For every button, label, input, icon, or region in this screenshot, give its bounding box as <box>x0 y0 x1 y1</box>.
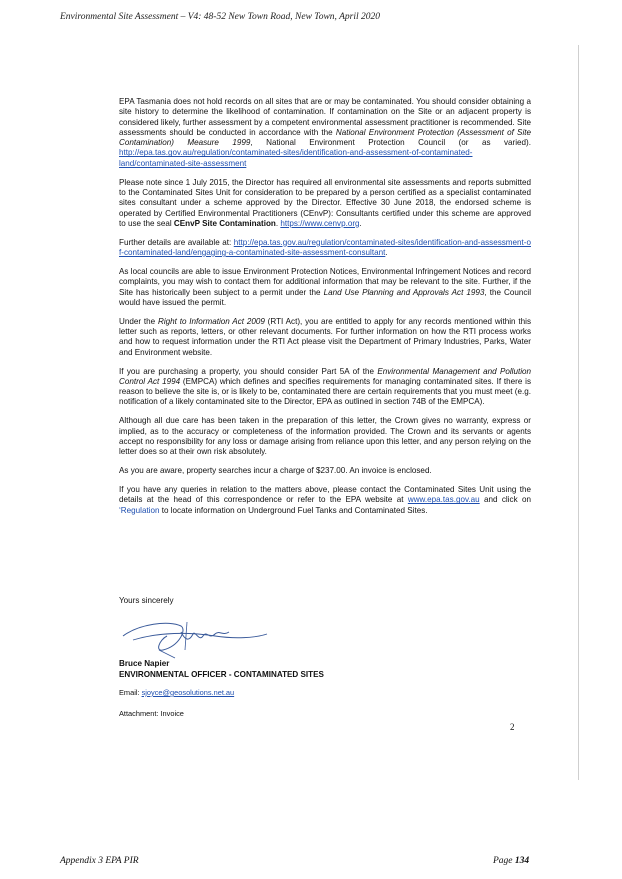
regulation-link[interactable]: ‘Regulation <box>119 505 160 515</box>
margin-rule <box>578 45 579 780</box>
epa-website-link[interactable]: www.epa.tas.gov.au <box>407 495 480 505</box>
paragraph-further-details: Further details are available at: http://epa.tas.gov.au/regulation/contaminated-sites/identification-and-assessment-of-contaminated-land/engaging-a-contaminated-site-assessment-consultant. <box>119 237 531 258</box>
signatory-title: ENVIRONMENTAL OFFICER - CONTAMINATED SITES <box>119 669 324 679</box>
paragraph-purchasing: If you are purchasing a property, you should consider Part 5A of the Environmental Management and Pollution Control Act 1994 (EMPCA) which defines and specifies requirements for managing contaminated sites. If there is reason to believe the site is, or is likely to be, contaminated there are certain requirements that you must meet (e.g. notification of a likely contaminated site to the Director, EPA as outlined in section 74B of the EMPCA). <box>119 366 531 407</box>
signatory-name: Bruce Napier <box>119 659 170 668</box>
letter-page-number: 2 <box>510 722 515 732</box>
handwritten-signature <box>119 610 269 660</box>
attachment-note: Attachment: Invoice <box>119 709 184 718</box>
paragraph-queries: If you have any queries in relation to the matters above, please contact the Contaminated Sites Unit using the details at the head of this correspondence or refer to the EPA website at www.epa.tas.gov.au and click on ‘Regulation to locate information on Underground Fuel Tanks and Contaminated Sites. <box>119 484 531 515</box>
letter-body <box>119 97 531 524</box>
footer-appendix: Appendix 3 EPA PIR <box>60 856 139 866</box>
closing: Yours sincerely <box>119 596 174 605</box>
paragraph-consultant-requirement: Please note since 1 July 2015, the Director has required all environmental site assessments and reports submitted to the Contaminated Sites Unit for consideration to be prepared by a person certified as a specialist contaminated sites consultant under a scheme approved by the Director. Effective 30 June 2018, the endorsed scheme is operated by Certified Environmental Practitioners (CEnvP): Consultants certified under this scheme are approved to use the seal CEnvP Site Contamination. https://www.cenvp.org. <box>119 177 531 228</box>
footer-page: Page 134 <box>493 856 530 866</box>
contact-email: Email: sjoyce@geosolutions.net.au <box>119 688 235 697</box>
signatory <box>119 659 324 680</box>
running-header: Environmental Site Assessment – V4: 48-52 New Town Road, New Town, April 2020 <box>60 12 381 22</box>
paragraph-rti: Under the Right to Information Act 2009 (RTI Act), you are entitled to apply for any records mentioned within this letter such as reports, letters, or other relevant documents. For further information on how the RTI process works and how to request information under the RTI Act please visit the Department of Primary Industries, Parks, Water and Environment website. <box>119 316 531 357</box>
email-link[interactable]: sjoyce@geosolutions.net.au <box>141 688 235 697</box>
paragraph-local-councils: As local councils are able to issue Environment Protection Notices, Environmental Infringement Notices and record complaints, you may wish to contact them for additional information that may be relevant to the site. Further, if the Site has historically been subject to a permit under the Land Use Planning and Approvals Act 1993, the Council would have issued the permit. <box>119 266 531 307</box>
engaging-consultant-link[interactable]: http://epa.tas.gov.au/regulation/contaminated-sites/identification-and-assessment-of-contaminated-land/engaging-a-contaminated-site-assessment-consultant <box>119 237 531 258</box>
site-assessment-link[interactable]: http://epa.tas.gov.au/regulation/contaminated-sites/identification-and-assessment-of-contaminated-land/contaminated-site-assessment <box>119 148 473 168</box>
paragraph-charge: As you are aware, property searches incur a charge of $237.00. An invoice is enclosed. <box>119 466 432 476</box>
paragraph-site-assessment: EPA Tasmania does not hold records on all sites that are or may be contaminated. You should consider obtaining a site history to determine the likelihood of contamination. If contamination on the Site or an adjacent property is considered likely, further assessment by a competent environmental assessment practitioner is recommended. Site assessments should be conducted in accordance with the National Environment Protection (Assessment of Site Contamination) Measure 1999, National Environment Protection Council (or as varied). http://epa.tas.gov.au/regulation/contaminated-sites/identification-and-assessment-of-contaminated-land/contaminated-site-assessment <box>119 97 531 168</box>
paragraph-disclaimer: Although all due care has been taken in the preparation of this letter, the Crown gives no warranty, express or implied, as to the accuracy or completeness of the information provided. The Crown and its servants or agents accept no responsibility for any loss or damage arising from reliance upon this letter, and any person relying on the letter does so at their own risk absolutely. <box>119 416 531 457</box>
cenvp-link[interactable]: https://www.cenvp.org <box>280 218 360 228</box>
